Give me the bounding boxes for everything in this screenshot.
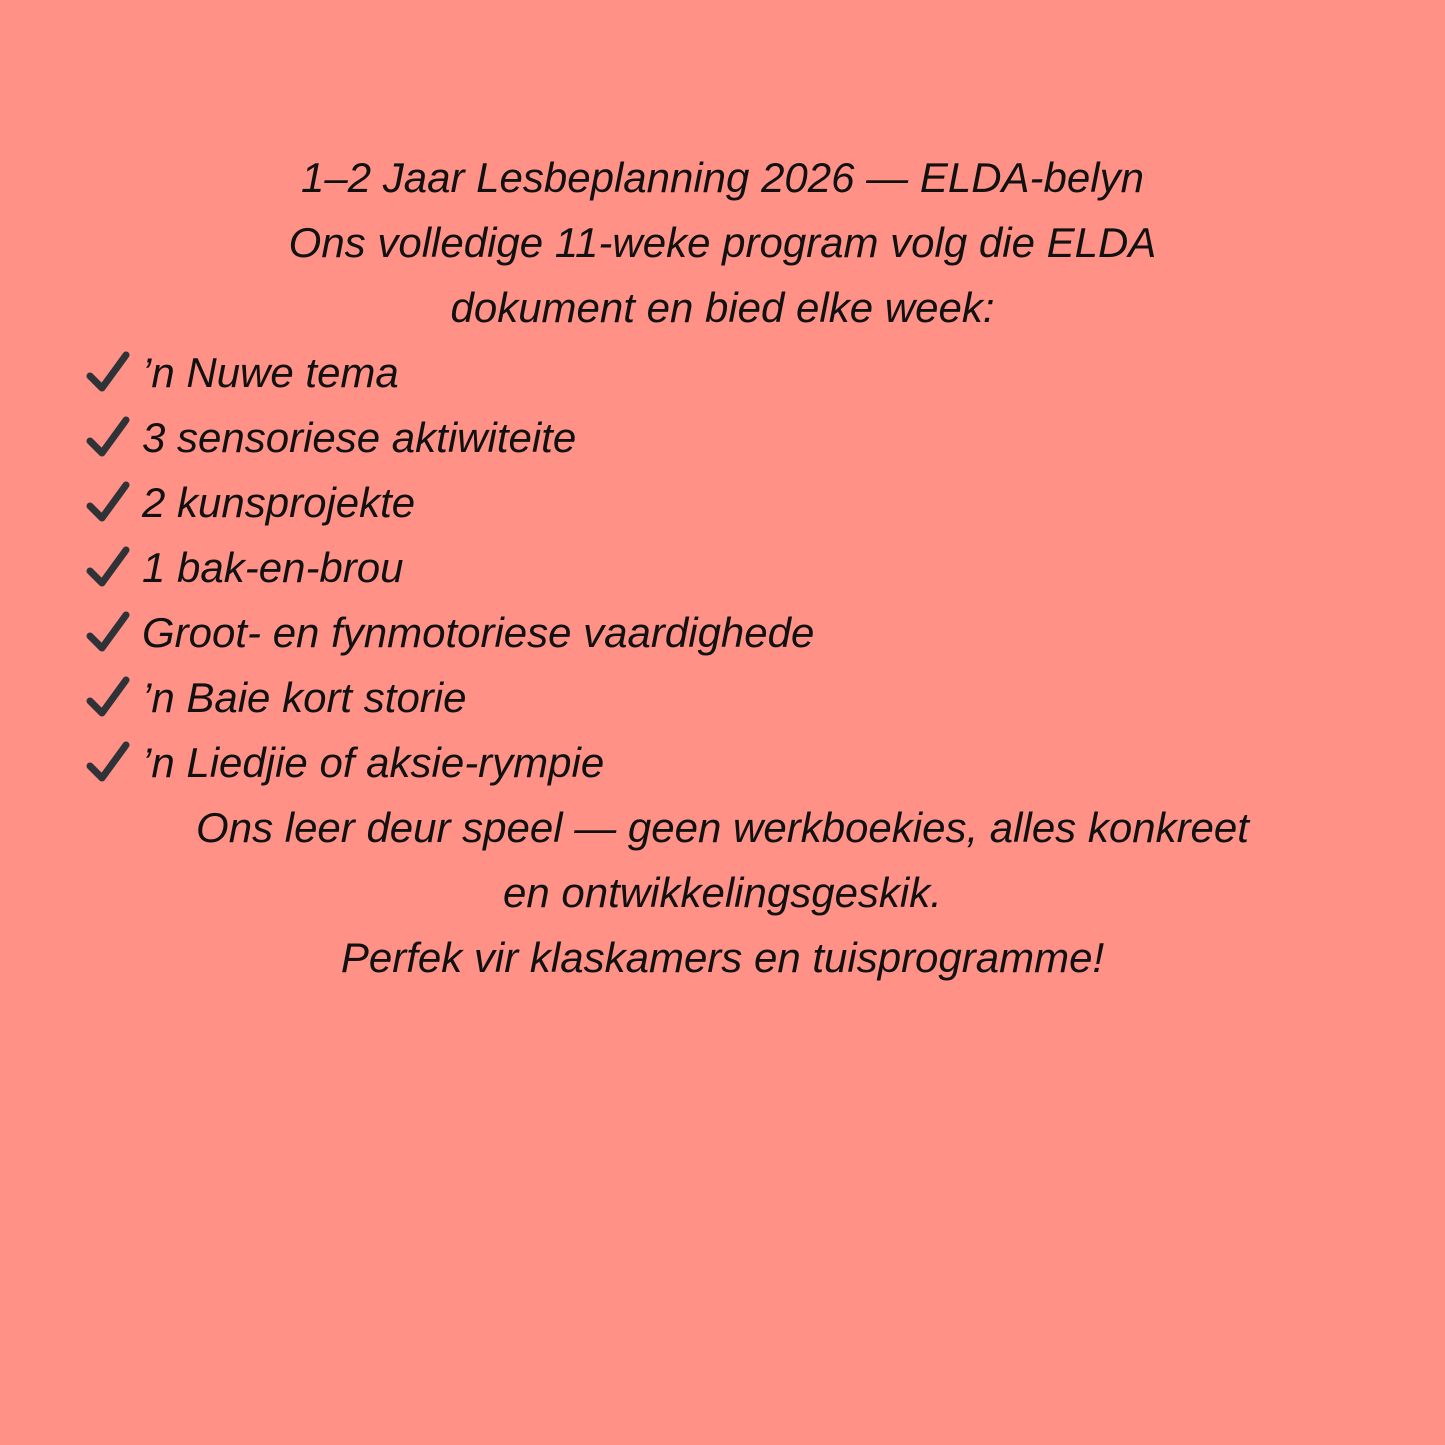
footer-line-3: Perfek vir klaskamers en tuisprogramme!: [340, 934, 1105, 981]
checklist-item: [0, 600, 1445, 665]
check-icon: [84, 544, 132, 592]
checklist-item-label: 2 kunsprojekte: [142, 479, 416, 526]
check-icon: [84, 349, 132, 397]
checklist-item: [0, 535, 1445, 600]
check-icon: [84, 674, 132, 722]
check-icon: [84, 479, 132, 527]
footer-line-1: Ons leer deur speel — geen werkboekies, alles konkreet: [196, 804, 1249, 851]
checklist-item: [0, 340, 1445, 405]
check-icon: [84, 414, 132, 462]
check-icon: [84, 739, 132, 787]
intro-line-2: dokument en bied elke week:: [450, 284, 995, 331]
checklist-item: [0, 470, 1445, 535]
checklist-item-label: 3 sensoriese aktiwiteite: [142, 414, 577, 461]
checklist-item: [0, 405, 1445, 470]
footer-line-2: en ontwikkelingsgeskik.: [503, 869, 942, 916]
checklist-item-label: 1 bak-en-brou: [142, 544, 404, 591]
checklist-item-label: ’n Nuwe tema: [142, 349, 399, 396]
check-icon: [84, 609, 132, 657]
checklist-item-label: ’n Liedjie of aksie-rympie: [142, 739, 605, 786]
checklist-item: [0, 665, 1445, 730]
checklist-item-label: Groot- en fynmotoriese vaardighede: [142, 609, 815, 656]
checklist-item-label: ’n Baie kort storie: [142, 674, 467, 721]
title: 1–2 Jaar Lesbeplanning 2026 — ELDA-belyn: [301, 154, 1144, 201]
checklist-item: [0, 730, 1445, 795]
checklist: [0, 340, 1445, 795]
intro-line-1: Ons volledige 11-weke program volg die ELDA: [288, 219, 1157, 266]
promo-text-block: [0, 145, 1445, 990]
